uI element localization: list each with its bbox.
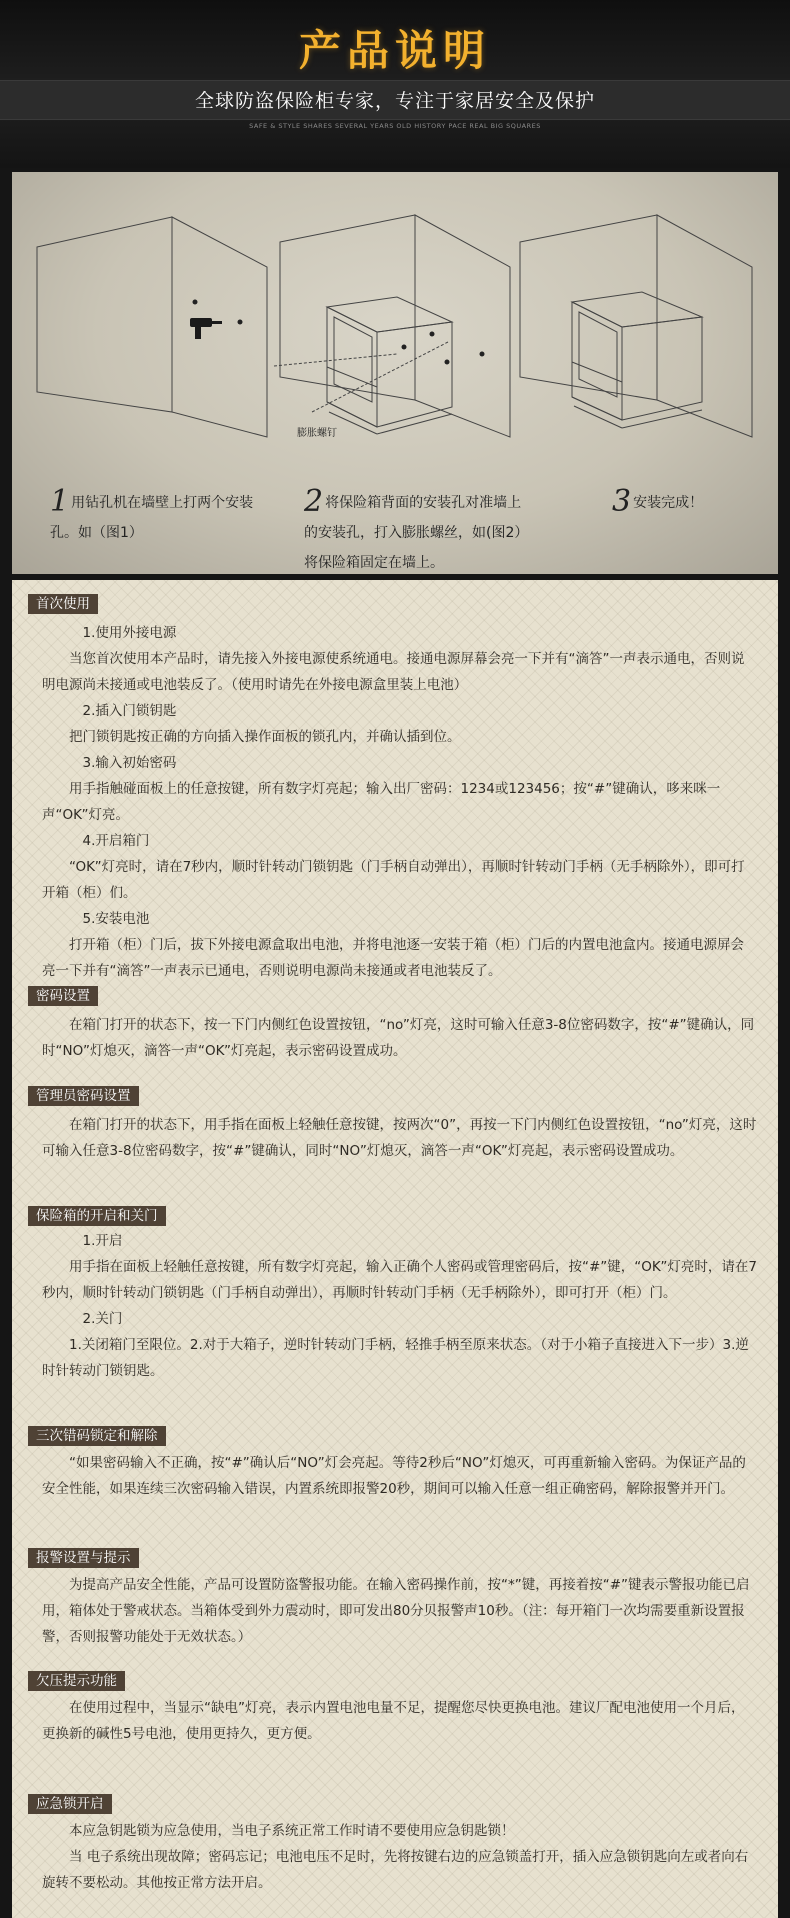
section-tag-lockout: 三次错码锁定和解除 <box>28 1426 166 1446</box>
alarm-body <box>42 1572 757 1650</box>
first-use-line: 2.插入门锁钥匙 <box>82 703 177 719</box>
first-use-line: 用手指触碰面板上的任意按键，所有数字灯亮起；输入出厂密码：1234或123456；按“#”键确认，哆来咪一声“OK”灯亮。 <box>42 781 721 823</box>
section-tag-low-battery: 欠压提示功能 <box>28 1671 125 1691</box>
alarm-text: 为提高产品安全性能，产品可设置防盗警报功能。在输入密码操作前，按“*”键，再接着按“#”键表示警报功能已启用，箱体处于警戒状态。当箱体受到外力震动时，即可发出80分贝报警声10秒。（注：每开箱门一次均需要重新设置报警，否则报警功能处于无效状态。） <box>42 1577 750 1645</box>
first-use-line: 打开箱（柜）门后，拔下外接电源盒取出电池，并将电池逐一安装于箱（柜）门后的内置电池盒内。接通电源屏会亮一下并有“滴答”一声表示已通电，否则说明电源尚未接通或者电池装反了。 <box>42 937 744 979</box>
section-tag-admin-password: 管理员密码设置 <box>28 1086 139 1106</box>
section-tag-alarm: 报警设置与提示 <box>28 1548 139 1568</box>
step-1-number: 1 <box>50 484 70 519</box>
step-1-line-1: 用钻孔机在墙壁上打两个安装 <box>71 495 254 511</box>
wall-left-3 <box>520 215 657 400</box>
section-tag-emergency: 应急锁开启 <box>28 1794 112 1814</box>
first-use-body <box>42 620 757 984</box>
bolt-label: 膨胀螺钉 <box>297 428 337 439</box>
first-use-line: “OK”灯亮时，请在7秒内，顺时针转动门锁钥匙（门手柄自动弹出），再顺时针转动门手柄（无手柄除外），即可打开箱（柜）们。 <box>42 859 745 901</box>
lockout-text: “如果密码输入不正确，按“#”确认后“NO”灯会亮起。等待2秒后“NO”灯熄灭，可再重新输入密码。为保证产品的安全性能，如果连续三次密码输入错误，内置系统即报警20秒，期间可以输入任意一组正确密码，解除报警并开门。 <box>42 1455 746 1497</box>
first-use-line: 3.输入初始密码 <box>82 755 177 771</box>
first-use-line: 1.使用外接电源 <box>82 625 177 641</box>
step-1-line-2: 孔。如（图1） <box>50 525 143 541</box>
safe-3 <box>572 292 702 428</box>
section-tag-password: 密码设置 <box>28 986 98 1006</box>
section-tag-open-close: 保险箱的开启和关门 <box>28 1206 166 1226</box>
page-subtitle: 全球防盗保险柜专家，专注于家居安全及保护 <box>194 90 595 112</box>
wall-right-2 <box>415 215 510 437</box>
first-use-line: 当您首次使用本产品时，请先接入外接电源使系统通电。接通电源屏幕会亮一下并有“滴答”一声表示通电，否则说明电源尚未接通或电池装反了。（使用时请先在外接电源盒里装上电池） <box>42 651 745 693</box>
password-body <box>42 1012 757 1064</box>
header-tagline: SAFE & STYLE SHARES SEVERAL YEARS OLD HISTORY PACE REAL BIG SQUARES <box>249 122 541 130</box>
wall-right-1 <box>172 217 267 437</box>
step-2 <box>304 484 564 578</box>
step-3-line-1: 安装完成！ <box>633 495 704 511</box>
open-close-line: 用手指在面板上轻触任意按键，所有数字灯亮起，输入正确个人密码或管理密码后，按“#”键，“OK”灯亮时，请在7秒内，顺时针转动门锁钥匙（门手柄自动弹出），再顺时针转动门手柄（无手柄除外），即可打开（柜）门。 <box>42 1259 757 1301</box>
bolt-guide-1 <box>274 354 397 366</box>
bolt-guide-2 <box>312 342 448 412</box>
installation-diagram <box>12 172 778 574</box>
first-use-line: 5.安装电池 <box>82 911 150 927</box>
open-close-body <box>42 1228 757 1384</box>
step-1 <box>50 484 270 548</box>
open-close-line: 2.关门 <box>82 1311 123 1327</box>
emergency-line: 本应急钥匙锁为应急使用，当电子系统正常工作时请不要使用应急钥匙锁！ <box>69 1823 515 1839</box>
open-close-line: 1.关闭箱门至限位。2.对于大箱子，逆时针转动门手柄，轻推手柄至原来状态。（对于小箱子直接进入下一步）3.逆时针转动门锁钥匙。 <box>42 1337 749 1379</box>
header-banner <box>0 0 790 168</box>
emergency-line: 当 电子系统出现故障；密码忘记；电池电压不足时，先将按键右边的应急锁盖打开，插入应急锁钥匙向左或者向右旋转不要松动。其他按正常方法开启。 <box>42 1849 749 1891</box>
wall-left-2 <box>280 215 415 400</box>
instructions-panel <box>12 580 778 1918</box>
open-close-line: 1.开启 <box>82 1233 123 1249</box>
step-2-line-3: 将保险箱固定在墙上。 <box>304 555 444 571</box>
step-3 <box>612 484 762 519</box>
lockout-body <box>42 1450 757 1502</box>
safe-2 <box>327 297 452 434</box>
step-2-line-2: 的安装孔，打入膨胀螺丝，如(图2） <box>304 525 529 541</box>
low-battery-body <box>42 1695 757 1747</box>
first-use-line: 4.开启箱门 <box>82 833 150 849</box>
admin-password-body <box>42 1112 757 1164</box>
admin-password-text: 在箱门打开的状态下，用手指在面板上轻触任意按键，按两次“0”，再按一下门内侧红色设置按钮，“no”灯亮，这时可输入任意3-8位密码数字，按“#”键确认，同时“NO”灯熄灭，滴答一声“OK”灯亮起，表示密码设置成功。 <box>42 1117 757 1159</box>
low-battery-text: 在使用过程中，当显示“缺电”灯亮，表示内置电池电量不足，提醒您尽快更换电池。建议厂配电池使用一个月后，更换新的碱性5号电池，使用更持久，更方便。 <box>42 1700 745 1742</box>
page-title: 产品说明 <box>298 26 491 75</box>
drill-icon <box>190 318 222 339</box>
first-use-line: 把门锁钥匙按正确的方向插入操作面板的锁孔内，并确认插到位。 <box>69 729 461 745</box>
step-3-number: 3 <box>612 484 632 519</box>
step-2-line-1: 将保险箱背面的安装孔对准墙上 <box>325 495 522 511</box>
step-2-number: 2 <box>304 484 324 519</box>
wall-right-3 <box>657 215 752 437</box>
password-text: 在箱门打开的状态下，按一下门内侧红色设置按钮，“no”灯亮，这时可输入任意3-8位密码数字，按“#”键确认，同时“NO”灯熄灭，滴答一声“OK”灯亮起，表示密码设置成功。 <box>42 1017 755 1059</box>
emergency-body <box>42 1818 757 1896</box>
section-tag-first-use: 首次使用 <box>28 594 98 614</box>
wall-left-1 <box>37 217 172 412</box>
